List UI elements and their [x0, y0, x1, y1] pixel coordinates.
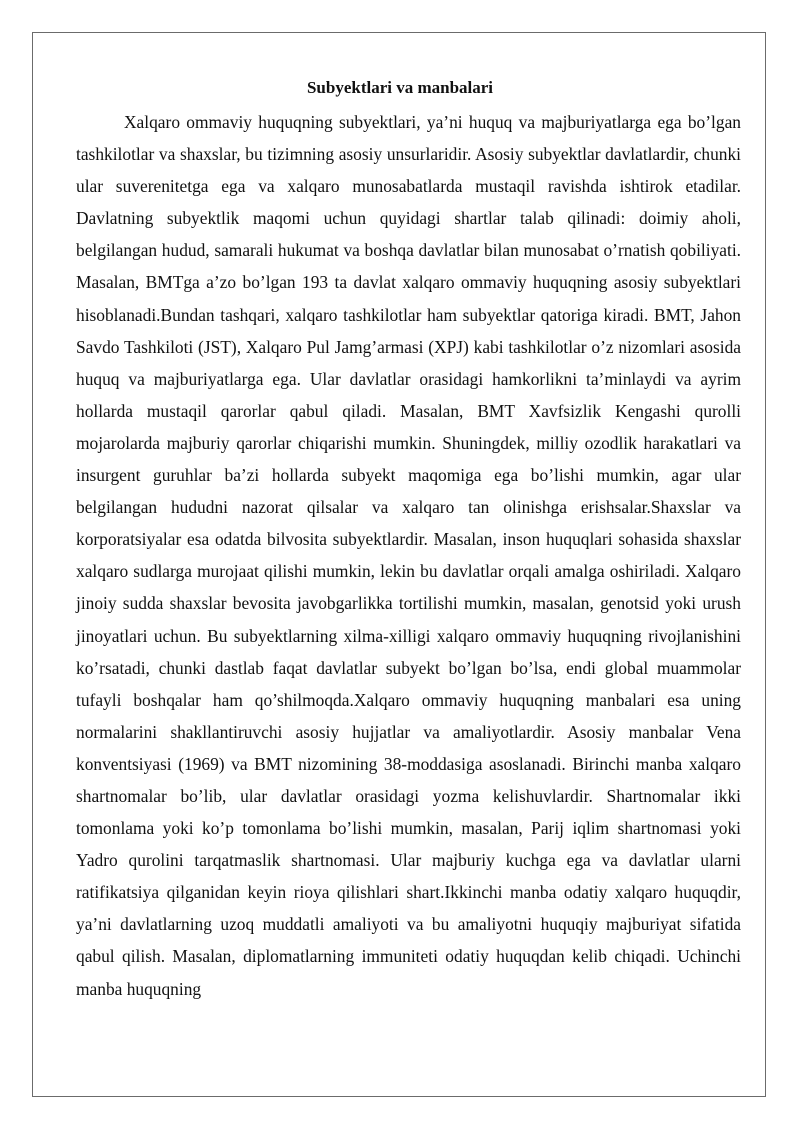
body-paragraph: Xalqaro ommaviy huquqning subyektlari, ya’ni huquq va majburiyatlarga ega bo’lgan tashkilotlar va shaxslar, bu tizimning asosiy unsurlaridir. Asosiy subyektlar davlatlardir, chunki ular suverenitetga ega va xalqaro munosabatlarda mustaqil ravishda ishtirok etadilar. Davlatning subyektlik maqomi uchun quyidagi shartlar talab qilinadi: doimiy aholi, belgilangan hudud, samarali hukumat va boshqa davlatlar bilan munosabat o’rnatish qobiliyati. Masalan, BMTga a’zo bo’lgan 193 ta davlat xalqaro ommaviy huquqning asosiy subyektlari hisoblanadi.Bundan tashqari, xalqaro tashkilotlar ham subyektlar qatoriga kiradi. BMT, Jahon Savdo Tashkiloti (JST), Xalqaro Pul Jamg’armasi (XPJ) kabi tashkilotlar o’z nizomlari asosida huquq va majburiyatlarga ega. Ular davlatlar orasidagi hamkorlikni ta’minlaydi va ayrim hollarda mustaqil qarorlar qabul qiladi. Masalan, BMT Xavfsizlik Kengashi qurolli mojarolarda majburiy qarorlar chiqarishi mumkin. Shuningdek, milliy ozodlik harakatlari va insurgent guruhlar ba’zi hollarda subyekt maqomiga ega bo’lishi mumkin, agar ular belgilangan hududni nazorat qilsalar va xalqaro tan olinishga erishsalar.Shaxslar va korporatsiyalar esa odatda bilvosita subyektlardir. Masalan, inson huquqlari sohasida shaxslar xalqaro sudlarga murojaat qilishi mumkin, lekin bu davlatlar orqali amalga oshiriladi. Xalqaro jinoiy sudda shaxslar bevosita javobgarlikka tortilishi mumkin, masalan, genotsid yoki urush jinoyatlari uchun. Bu subyektlarning xilma-xilligi xalqaro ommaviy huquqning rivojlanishini ko’rsatadi, chunki dastlab faqat davlatlar subyekt bo’lgan bo’lsa, endi global muammolar tufayli boshqalar ham qo’shilmoqda.Xalqaro ommaviy huquqning manbalari esa uning normalarini shakllantiruvchi asosiy hujjatlar va amaliyotlardir. Asosiy manbalar Vena konventsiyasi (1969) va BMT nizomining 38-moddasiga asoslanadi. Birinchi manba xalqaro shartnomalar bo’lib, ular davlatlar orasidagi yozma kelishuvlardir. Shartnomalar ikki tomonlama yoki ko’p tomonlama bo’lishi mumkin, masalan, Parij iqlim shartnomasi yoki Yadro qurolini tarqatmaslik shartnomasi. Ular majburiy kuchga ega va davlatlar ularni ratifikatsiya qilganidan keyin rioya qilishlari shart.Ikkinchi manba odatiy xalqaro huquqdir, ya’ni davlatlarning uzoq muddatli amaliyoti va bu amaliyotni huquqiy majburiyat sifatida qabul qilish. Masalan, diplomatlarning immuniteti odatiy huquqdan kelib chiqadi. Uchinchi manba huquqning: [76, 112, 741, 999]
document-title: Subyektlari va manbalari: [306, 78, 494, 97]
